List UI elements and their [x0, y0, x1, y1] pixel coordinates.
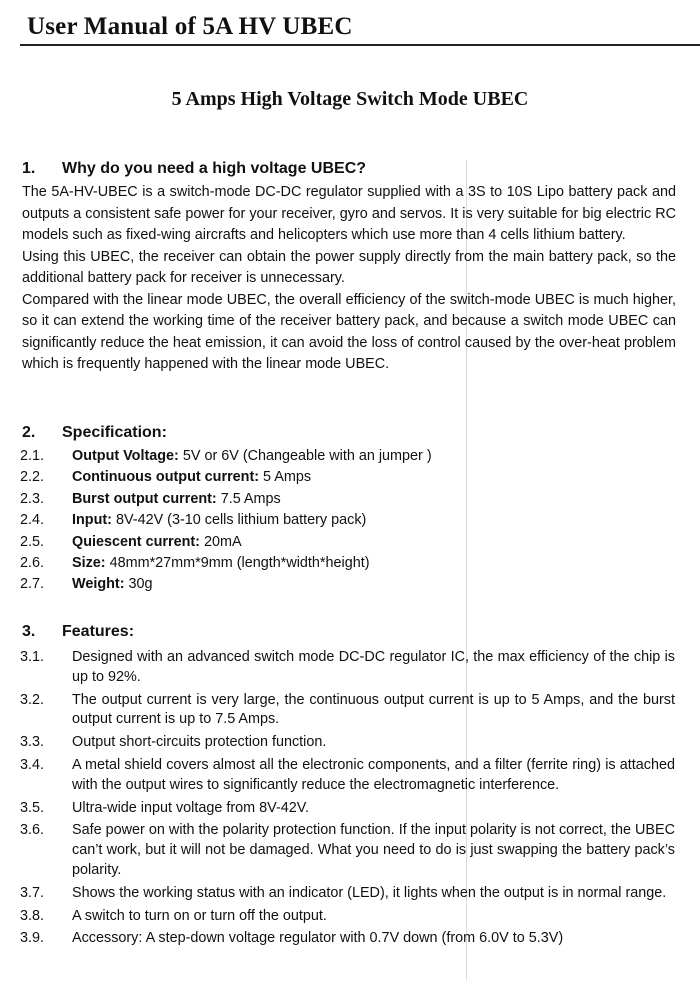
spec-item	[20, 467, 675, 488]
section-title: Features:	[62, 623, 135, 640]
paragraph: The 5A-HV-UBEC is a switch-mode DC-DC regulator supplied with a 3S to 10S Lipo battery pack and outputs a consistent safe power for your receiver, gyro and servos. It is very suitable for big electric RC models such as fixed-wing aircrafts and helicopters which use more than 4 cells lithium battery.	[22, 184, 676, 243]
feature-item	[20, 799, 675, 819]
feature-item	[20, 884, 675, 904]
spec-label: Quiescent current:	[72, 533, 200, 550]
item-number: 3.1.	[20, 649, 45, 665]
spec-value: 20mA	[203, 533, 242, 550]
spec-item	[20, 510, 675, 531]
feature-item	[20, 756, 675, 796]
spec-value: 5 Amps	[263, 469, 312, 486]
spec-label: Weight:	[72, 576, 125, 593]
spec-label: Input:	[72, 512, 112, 529]
feature-item	[20, 907, 675, 927]
feature-item	[20, 929, 675, 949]
item-number: 2.6.	[20, 554, 45, 571]
spec-item	[20, 532, 675, 553]
section-heading-features	[22, 622, 134, 642]
spec-value: 30g	[128, 576, 153, 593]
item-number: 3.3.	[20, 734, 45, 751]
paragraph: Compared with the linear mode UBEC, the overall efficiency of the switch-mode UBEC is much higher, so it can extend the working time of the receiver battery pack, and because a switch mode UBEC can significantly reduce the heat emission, it can avoid the loss of control caused by the over-heat problem which is frequently happened with the linear mode UBEC.	[22, 291, 676, 372]
spec-item	[20, 553, 675, 574]
spec-label: Output Voltage:	[72, 448, 179, 464]
feature-text: Shows the working status with an indicator (LED), it lights when the output is in normal range.	[72, 884, 667, 901]
section-heading-why	[22, 159, 366, 179]
feature-item	[20, 648, 675, 688]
item-number: 2.5.	[20, 533, 45, 550]
spec-value: 48mm*27mm*9mm (length*width*height)	[109, 554, 370, 571]
features-list	[20, 648, 675, 952]
feature-text: Output short-circuits protection function.	[72, 734, 327, 751]
section-title: Specification:	[62, 424, 167, 441]
item-number: 3.7.	[20, 884, 45, 901]
feature-text: A metal shield covers almost all the electronic components, and a filter (ferrite ring) is attached with the output wires to significantly reduce the electromagnetic interference.	[72, 756, 675, 793]
document-header: User Manual of 5A HV UBEC	[27, 13, 353, 40]
spec-item	[20, 446, 675, 467]
spec-item	[20, 489, 675, 510]
section-why-body	[22, 182, 676, 376]
item-number: 3.6.	[20, 822, 45, 839]
section-heading-specification	[22, 423, 167, 443]
item-number: 3.4.	[20, 756, 45, 773]
item-number: 2.3.	[20, 490, 45, 507]
feature-text: A switch to turn on or turn off the output.	[72, 907, 327, 924]
specification-list	[20, 446, 675, 596]
section-number: 1.	[22, 160, 36, 177]
document-title: 5 Amps High Voltage Switch Mode UBEC	[171, 88, 529, 110]
feature-item	[20, 733, 675, 753]
header-rule	[20, 44, 700, 46]
item-number: 3.8.	[20, 907, 45, 924]
feature-text: The output current is very large, the continuous output current is up to 5 Amps, and the burst output current is up to 7.5 Amps.	[72, 691, 675, 728]
spec-label: Burst output current:	[72, 490, 217, 507]
section-number: 2.	[22, 424, 36, 441]
section-number: 3.	[22, 623, 36, 640]
item-number: 2.4.	[20, 512, 45, 529]
feature-text: Designed with an advanced switch mode DC-DC regulator IC, the max efficiency of the chip is up to 92%.	[72, 649, 675, 685]
section-title: Why do you need a high voltage UBEC?	[62, 160, 367, 177]
item-number: 3.5.	[20, 799, 45, 816]
item-number: 3.9.	[20, 930, 45, 947]
spec-value: 8V-42V (3-10 cells lithium battery pack)	[115, 512, 367, 529]
spec-label: Size:	[72, 554, 106, 571]
item-number: 3.2.	[20, 691, 45, 708]
item-number: 2.2.	[20, 469, 45, 486]
feature-text: Ultra-wide input voltage from 8V-42V.	[72, 799, 310, 816]
spec-label: Continuous output current:	[72, 469, 260, 486]
paragraph: Using this UBEC, the receiver can obtain the power supply directly from the main battery pack, so the additional battery pack for receiver is unnecessary.	[22, 248, 676, 286]
item-number: 2.7.	[20, 576, 45, 593]
feature-item	[20, 691, 675, 731]
spec-value: 7.5 Amps	[220, 490, 281, 507]
feature-text: Safe power on with the polarity protection function. If the input polarity is not correct, the UBEC can’t work, but it will not be damaged. What you need to do is just swapping the battery pack’s polarity.	[72, 822, 675, 878]
feature-item	[20, 821, 675, 880]
spec-item	[20, 574, 675, 595]
item-number: 2.1.	[20, 448, 45, 464]
feature-text: Accessory: A step-down voltage regulator with 0.7V down (from 6.0V to 5.3V)	[72, 930, 564, 947]
spec-value: 5V or 6V (Changeable with an jumper )	[182, 448, 432, 464]
